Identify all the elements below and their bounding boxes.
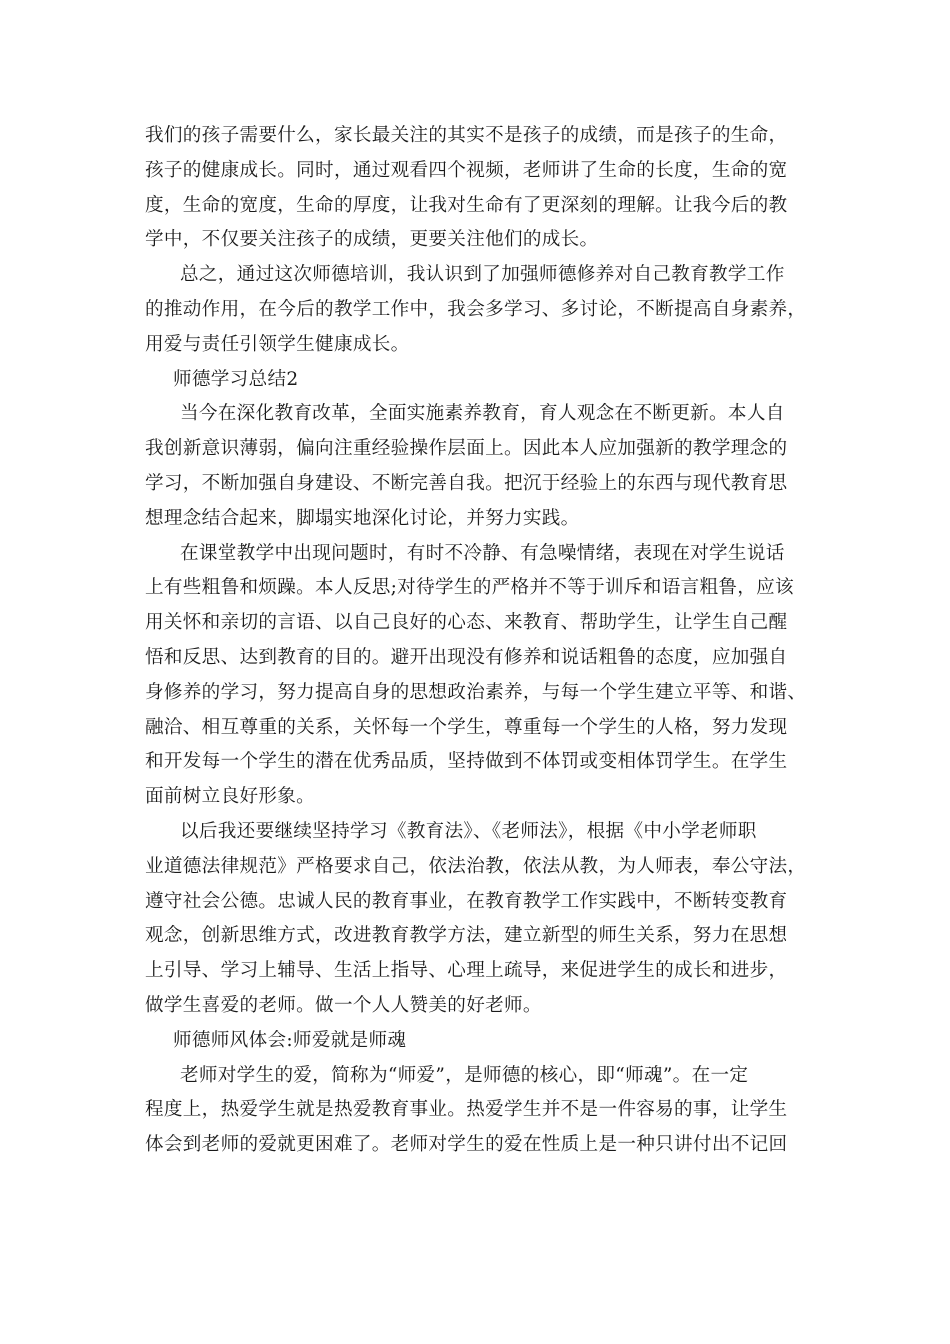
document-body [145,119,805,1163]
section-heading: 师德学习总结2 [173,368,299,390]
text-line: 遵守社会公德。忠诚人民的教育事业，在教育教学工作实践中，不断转变教育 [145,890,788,912]
text-line: 融洽、相互尊重的关系，关怀每一个学生，尊重每一个学生的人格，努力发现 [145,716,788,738]
paragraph-first-line: 以后我还要继续坚持学习《教育法》、《老师法》，根据《中小学老师职 [180,820,757,842]
text-line: 做学生喜爱的老师。做一个人人赞美的好老师。 [145,994,542,1016]
text-line: 学习，不断加强自身建设、不断完善自我。把沉于经验上的东西与现代教育思 [145,472,788,494]
text-line: 观念，创新思维方式，改进教育教学方法，建立新型的师生关系，努力在思想 [145,925,788,947]
text-line: 面前树立良好形象。 [145,786,316,808]
text-line: 的推动作用，在今后的教学工作中，我会多学习、多讨论，不断提高自身素养， [145,298,807,320]
text-line: 用爱与责任引领学生健康成长。 [145,333,410,355]
text-line: 上有些粗鲁和烦躁。本人反思;对待学生的严格并不等于训斥和语言粗鲁，应该 [145,577,794,599]
text-line: 体会到老师的爱就更困难了。老师对学生的爱在性质上是一种只讲付出不记回 [145,1134,788,1156]
text-line: 想理念结合起来，脚塌实地深化讨论，并努力实践。 [145,507,580,529]
text-line: 我创新意识薄弱，偏向注重经验操作层面上。因此本人应加强新的教学理念的 [145,438,788,460]
text-line: 学中，不仅要关注孩子的成绩，更要关注他们的成长。 [145,229,599,251]
text-line: 悟和反思、达到教育的目的。避开出现没有修养和说话粗鲁的态度，应加强自 [145,646,788,668]
paragraph-first-line: 总之，通过这次师德培训，我认识到了加强师德修养对自己教育教学工作 [180,264,785,286]
text-line: 度，生命的宽度，生命的厚度，让我对生命有了更深刻的理解。让我今后的教 [145,194,788,216]
text-line: 我们的孩子需要什么，家长最关注的其实不是孩子的成绩，而是孩子的生命， [145,125,788,146]
text-line: 业道德法律规范》严格要求自己，依法治教，依法从教，为人师表，奉公守法， [145,855,807,877]
text-line: 用关怀和亲切的言语、以自己良好的心态、来教育、帮助学生，让学生自己醒 [145,612,788,634]
text-line: 身修养的学习，努力提高自身的思想政治素养，与每一个学生建立平等、和谐、 [145,681,807,703]
section-heading: 师德师风体会:师爱就是师魂 [173,1029,407,1051]
paragraph-first-line: 在课堂教学中出现问题时，有时不冷静、有急噪情绪，表现在对学生说话 [180,542,785,564]
text-line: 和开发每一个学生的潜在优秀品质，坚持做到不体罚或变相体罚学生。在学生 [145,751,788,773]
paragraph-first-line: 老师对学生的爱，简称为“师爱”，是师德的核心，即“师魂”。在一定 [180,1064,749,1086]
paragraph-first-line: 当今在深化教育改革，全面实施素养教育，育人观念在不断更新。本人自 [180,403,785,425]
text-line: 上引导、学习上辅导、生活上指导、心理上疏导，来促进学生的成长和进步， [145,960,788,982]
text-line: 程度上，热爱学生就是热爱教育事业。热爱学生并不是一件容易的事，让学生 [145,1099,788,1121]
text-line: 孩子的健康成长。同时，通过观看四个视频，老师讲了生命的长度，生命的宽 [145,159,788,181]
